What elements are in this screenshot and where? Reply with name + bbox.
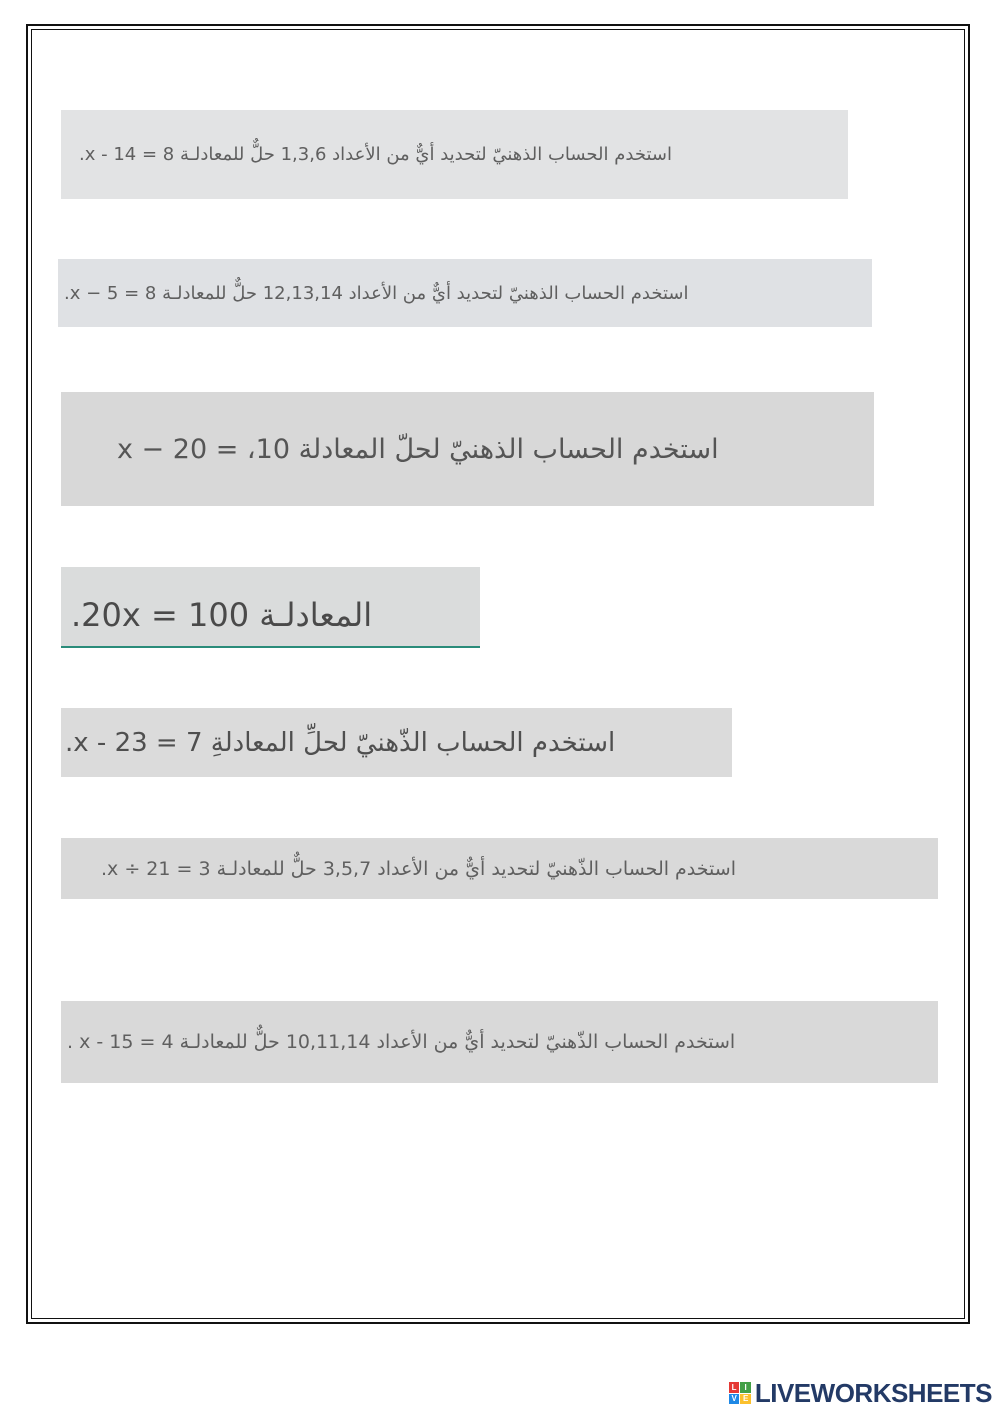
question-strip-1: [61, 110, 848, 199]
question-text-2: استخدم الحساب الذهنيّ لتحديد أيٌّ من الأعداد 12,13,14 حلٌّ للمعادلـة 8 = 5 − x.: [64, 282, 689, 304]
question-text-3: استخدم الحساب الذهنيّ لحلّ المعادلة 10، = x − 20: [117, 433, 719, 465]
question-strip-4: [61, 567, 480, 648]
question-strip-6: [61, 838, 938, 899]
page-border-inner: [31, 29, 965, 1319]
question-strip-7: [61, 1001, 938, 1083]
question-strip-2: [58, 259, 872, 327]
question-strip-5: [61, 708, 732, 777]
question-text-4: المعادلـة 100 = 20x.: [71, 596, 373, 634]
question-strip-3: [61, 392, 874, 506]
question-text-6: استخدم الحساب الذّهنيّ لتحديد أيٌّ من الأعداد 3,5,7 حلٌّ للمعادلـة 3 = x ÷ 21.: [101, 857, 736, 880]
liveworksheets-brand[interactable]: [729, 1378, 992, 1408]
logo-letter: V: [729, 1394, 740, 1405]
question-text-5: استخدم الحساب الذّهنيّ لحلِّ المعادلةِ 7 = x - 23.: [65, 727, 616, 758]
logo-letter: E: [740, 1394, 751, 1405]
liveworksheets-logo-icon: [729, 1382, 751, 1404]
logo-letter: I: [740, 1382, 751, 1393]
question-text-7: استخدم الحساب الذّهنيّ لتحديد أيٌّ من الأعداد 10,11,14 حلٌّ للمعادلـة 4 = x - 15 .: [67, 1031, 736, 1053]
question-text-1: استخدم الحساب الذهنيّ لتحديد أيٌّ من الأعداد 1,3,6 حلٌّ للمعادلـة 8 = x - 14.: [79, 144, 672, 165]
logo-letter: L: [729, 1382, 740, 1393]
brand-name: LIVEWORKSHEETS: [754, 1377, 992, 1408]
